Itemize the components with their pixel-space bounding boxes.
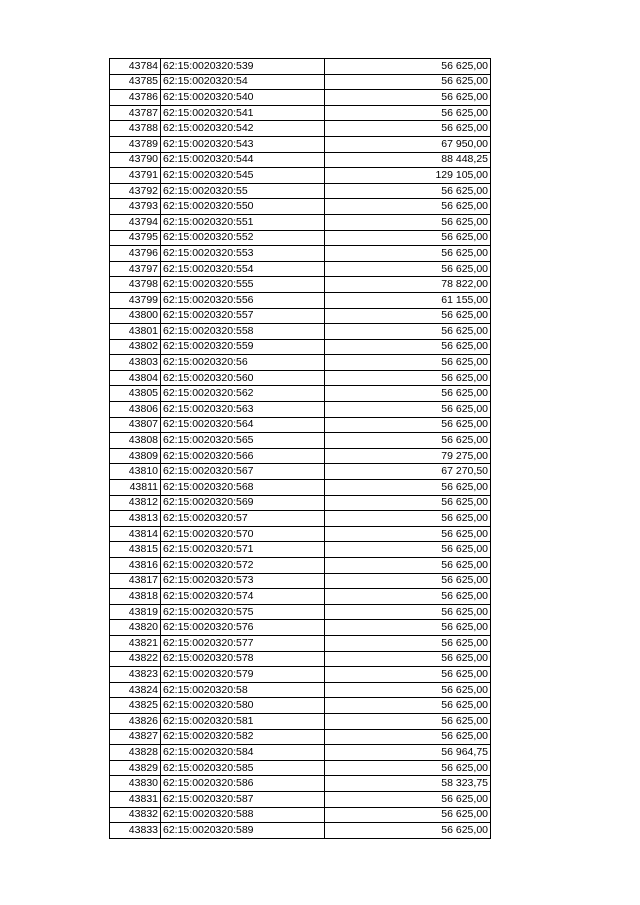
table-row: [110, 495, 491, 511]
table-row: [110, 433, 491, 449]
cadastral-value-cell: 56 625,00: [325, 713, 491, 729]
table-row: [110, 511, 491, 527]
cadastral-value-cell: 56 625,00: [325, 807, 491, 823]
row-number-cell: 43827: [110, 729, 161, 745]
cadastral-value-cell: 56 625,00: [325, 370, 491, 386]
table-row: [110, 402, 491, 418]
cadastral-value-cell: 78 822,00: [325, 277, 491, 293]
cadastral-number-cell: 62:15:0020320:562: [161, 386, 325, 402]
row-number-cell: 43818: [110, 589, 161, 605]
table-row: [110, 464, 491, 480]
table-row: [110, 448, 491, 464]
cadastral-number-cell: 62:15:0020320:588: [161, 807, 325, 823]
cadastral-number-cell: 62:15:0020320:565: [161, 433, 325, 449]
cadastral-value-cell: 56 625,00: [325, 183, 491, 199]
cadastral-value-cell: 56 625,00: [325, 386, 491, 402]
cadastral-number-cell: 62:15:0020320:572: [161, 558, 325, 574]
row-number-cell: 43819: [110, 604, 161, 620]
table-row: [110, 74, 491, 90]
row-number-cell: 43823: [110, 667, 161, 683]
cadastral-number-cell: 62:15:0020320:539: [161, 59, 325, 75]
table-row: [110, 604, 491, 620]
table-row: [110, 713, 491, 729]
cadastral-number-cell: 62:15:0020320:553: [161, 246, 325, 262]
cadastral-value-cell: 56 625,00: [325, 74, 491, 90]
table-row: [110, 183, 491, 199]
cadastral-value-cell: 56 625,00: [325, 573, 491, 589]
cadastral-value-cell: 56 625,00: [325, 526, 491, 542]
cadastral-value-cell: 56 625,00: [325, 121, 491, 137]
row-number-cell: 43801: [110, 324, 161, 340]
table-row: [110, 558, 491, 574]
row-number-cell: 43785: [110, 74, 161, 90]
cadastral-value-cell: 56 625,00: [325, 651, 491, 667]
row-number-cell: 43830: [110, 776, 161, 792]
cadastral-value-cell: 56 625,00: [325, 698, 491, 714]
cadastral-number-cell: 62:15:0020320:54: [161, 74, 325, 90]
cadastral-value-cell: 56 625,00: [325, 402, 491, 418]
table-row: [110, 651, 491, 667]
cadastral-number-cell: 62:15:0020320:559: [161, 339, 325, 355]
table-row: [110, 370, 491, 386]
cadastral-value-cell: 56 625,00: [325, 308, 491, 324]
row-number-cell: 43789: [110, 136, 161, 152]
cadastral-number-cell: 62:15:0020320:558: [161, 324, 325, 340]
cadastral-value-cell: 56 625,00: [325, 511, 491, 527]
table-row: [110, 667, 491, 683]
cadastral-value-cell: 56 625,00: [325, 635, 491, 651]
cadastral-number-cell: 62:15:0020320:589: [161, 823, 325, 839]
cadastral-number-cell: 62:15:0020320:551: [161, 214, 325, 230]
row-number-cell: 43805: [110, 386, 161, 402]
row-number-cell: 43791: [110, 168, 161, 184]
cadastral-number-cell: 62:15:0020320:554: [161, 261, 325, 277]
row-number-cell: 43824: [110, 682, 161, 698]
row-number-cell: 43788: [110, 121, 161, 137]
cadastral-value-cell: 56 625,00: [325, 558, 491, 574]
cadastral-value-cell: 56 625,00: [325, 589, 491, 605]
row-number-cell: 43804: [110, 370, 161, 386]
table-row: [110, 573, 491, 589]
table-row: [110, 105, 491, 121]
table-row: [110, 324, 491, 340]
cadastral-number-cell: 62:15:0020320:544: [161, 152, 325, 168]
table-row: [110, 168, 491, 184]
row-number-cell: 43810: [110, 464, 161, 480]
cadastral-number-cell: 62:15:0020320:574: [161, 589, 325, 605]
cadastral-value-cell: 129 105,00: [325, 168, 491, 184]
cadastral-number-cell: 62:15:0020320:585: [161, 760, 325, 776]
cadastral-value-cell: 56 625,00: [325, 480, 491, 496]
cadastral-number-cell: 62:15:0020320:568: [161, 480, 325, 496]
table-row: [110, 230, 491, 246]
cadastral-value-cell: 56 625,00: [325, 355, 491, 371]
cadastral-value-cell: 56 625,00: [325, 729, 491, 745]
table-row: [110, 417, 491, 433]
row-number-cell: 43809: [110, 448, 161, 464]
table-row: [110, 542, 491, 558]
cadastral-value-cell: 56 625,00: [325, 246, 491, 262]
cadastral-number-cell: 62:15:0020320:570: [161, 526, 325, 542]
row-number-cell: 43812: [110, 495, 161, 511]
cadastral-number-cell: 62:15:0020320:573: [161, 573, 325, 589]
row-number-cell: 43817: [110, 573, 161, 589]
row-number-cell: 43832: [110, 807, 161, 823]
row-number-cell: 43798: [110, 277, 161, 293]
row-number-cell: 43802: [110, 339, 161, 355]
cadastral-number-cell: 62:15:0020320:555: [161, 277, 325, 293]
cadastral-number-cell: 62:15:0020320:564: [161, 417, 325, 433]
cadastral-value-cell: 56 625,00: [325, 59, 491, 75]
row-number-cell: 43826: [110, 713, 161, 729]
table-row: [110, 136, 491, 152]
row-number-cell: 43790: [110, 152, 161, 168]
row-number-cell: 43815: [110, 542, 161, 558]
table-row: [110, 199, 491, 215]
cadastral-number-cell: 62:15:0020320:580: [161, 698, 325, 714]
cadastral-number-cell: 62:15:0020320:571: [161, 542, 325, 558]
table-row: [110, 480, 491, 496]
cadastral-number-cell: 62:15:0020320:586: [161, 776, 325, 792]
cadastral-number-cell: 62:15:0020320:578: [161, 651, 325, 667]
cadastral-value-cell: 56 625,00: [325, 324, 491, 340]
table-row: [110, 760, 491, 776]
cadastral-value-cell: 56 625,00: [325, 760, 491, 776]
cadastral-number-cell: 62:15:0020320:556: [161, 292, 325, 308]
cadastral-number-cell: 62:15:0020320:577: [161, 635, 325, 651]
cadastral-value-cell: 56 964,75: [325, 745, 491, 761]
row-number-cell: 43829: [110, 760, 161, 776]
cadastral-value-cell: 79 275,00: [325, 448, 491, 464]
cadastral-value-cell: 56 625,00: [325, 261, 491, 277]
cadastral-value-cell: 67 270,50: [325, 464, 491, 480]
row-number-cell: 43784: [110, 59, 161, 75]
cadastral-value-cell: 56 625,00: [325, 199, 491, 215]
row-number-cell: 43807: [110, 417, 161, 433]
cadastral-number-cell: 62:15:0020320:563: [161, 402, 325, 418]
cadastral-value-cell: 56 625,00: [325, 823, 491, 839]
table-row: [110, 90, 491, 106]
cadastral-number-cell: 62:15:0020320:57: [161, 511, 325, 527]
cadastral-number-cell: 62:15:0020320:582: [161, 729, 325, 745]
cadastral-number-cell: 62:15:0020320:55: [161, 183, 325, 199]
cadastral-number-cell: 62:15:0020320:579: [161, 667, 325, 683]
cadastral-number-cell: 62:15:0020320:581: [161, 713, 325, 729]
table-row: [110, 152, 491, 168]
row-number-cell: 43799: [110, 292, 161, 308]
table-row: [110, 355, 491, 371]
row-number-cell: 43793: [110, 199, 161, 215]
table-row: [110, 807, 491, 823]
table-row: [110, 589, 491, 605]
cadastral-number-cell: 62:15:0020320:560: [161, 370, 325, 386]
table-row: [110, 526, 491, 542]
table-row: [110, 246, 491, 262]
cadastral-value-cell: 61 155,00: [325, 292, 491, 308]
table-row: [110, 682, 491, 698]
cadastral-value-cell: 56 625,00: [325, 417, 491, 433]
cadastral-value-cell: 56 625,00: [325, 667, 491, 683]
cadastral-value-cell: 56 625,00: [325, 90, 491, 106]
row-number-cell: 43821: [110, 635, 161, 651]
table-row: [110, 339, 491, 355]
row-number-cell: 43825: [110, 698, 161, 714]
row-number-cell: 43833: [110, 823, 161, 839]
row-number-cell: 43800: [110, 308, 161, 324]
cadastral-value-cell: 56 625,00: [325, 604, 491, 620]
cadastral-value-cell: 56 625,00: [325, 230, 491, 246]
cadastral-value-cell: 56 625,00: [325, 339, 491, 355]
cadastral-number-cell: 62:15:0020320:550: [161, 199, 325, 215]
cadastral-number-cell: 62:15:0020320:576: [161, 620, 325, 636]
table-row: [110, 698, 491, 714]
cadastral-number-cell: 62:15:0020320:552: [161, 230, 325, 246]
row-number-cell: 43806: [110, 402, 161, 418]
cadastral-value-cell: 56 625,00: [325, 682, 491, 698]
row-number-cell: 43831: [110, 791, 161, 807]
cadastral-value-cell: 58 323,75: [325, 776, 491, 792]
row-number-cell: 43803: [110, 355, 161, 371]
row-number-cell: 43808: [110, 433, 161, 449]
row-number-cell: 43828: [110, 745, 161, 761]
cadastral-value-cell: 56 625,00: [325, 791, 491, 807]
row-number-cell: 43814: [110, 526, 161, 542]
table-row: [110, 745, 491, 761]
row-number-cell: 43822: [110, 651, 161, 667]
table-row: [110, 308, 491, 324]
table-row: [110, 261, 491, 277]
cadastral-number-cell: 62:15:0020320:584: [161, 745, 325, 761]
row-number-cell: 43797: [110, 261, 161, 277]
cadastral-number-cell: 62:15:0020320:545: [161, 168, 325, 184]
table-row: [110, 823, 491, 839]
table-row: [110, 791, 491, 807]
table-row: [110, 776, 491, 792]
table-row: [110, 292, 491, 308]
row-number-cell: 43796: [110, 246, 161, 262]
row-number-cell: 43820: [110, 620, 161, 636]
cadastral-number-cell: 62:15:0020320:569: [161, 495, 325, 511]
table-row: [110, 214, 491, 230]
cadastral-value-cell: 56 625,00: [325, 105, 491, 121]
table-row: [110, 729, 491, 745]
table-row: [110, 386, 491, 402]
cadastral-number-cell: 62:15:0020320:540: [161, 90, 325, 106]
cadastral-number-cell: 62:15:0020320:566: [161, 448, 325, 464]
table-row: [110, 59, 491, 75]
cadastral-number-cell: 62:15:0020320:587: [161, 791, 325, 807]
row-number-cell: 43795: [110, 230, 161, 246]
cadastral-number-cell: 62:15:0020320:567: [161, 464, 325, 480]
cadastral-value-cell: 56 625,00: [325, 542, 491, 558]
row-number-cell: 43813: [110, 511, 161, 527]
cadastral-value-cell: 67 950,00: [325, 136, 491, 152]
cadastral-number-cell: 62:15:0020320:557: [161, 308, 325, 324]
table-row: [110, 635, 491, 651]
row-number-cell: 43794: [110, 214, 161, 230]
table-body: [110, 59, 491, 839]
cadastral-value-cell: 56 625,00: [325, 495, 491, 511]
table-row: [110, 121, 491, 137]
row-number-cell: 43792: [110, 183, 161, 199]
cadastral-number-cell: 62:15:0020320:543: [161, 136, 325, 152]
row-number-cell: 43816: [110, 558, 161, 574]
row-number-cell: 43811: [110, 480, 161, 496]
cadastral-number-cell: 62:15:0020320:58: [161, 682, 325, 698]
cadastral-value-cell: 88 448,25: [325, 152, 491, 168]
cadastral-value-table: [109, 58, 491, 839]
cadastral-value-cell: 56 625,00: [325, 620, 491, 636]
table-row: [110, 620, 491, 636]
cadastral-value-cell: 56 625,00: [325, 433, 491, 449]
row-number-cell: 43786: [110, 90, 161, 106]
cadastral-number-cell: 62:15:0020320:542: [161, 121, 325, 137]
cadastral-number-cell: 62:15:0020320:575: [161, 604, 325, 620]
cadastral-number-cell: 62:15:0020320:541: [161, 105, 325, 121]
row-number-cell: 43787: [110, 105, 161, 121]
cadastral-value-cell: 56 625,00: [325, 214, 491, 230]
cadastral-number-cell: 62:15:0020320:56: [161, 355, 325, 371]
table-row: [110, 277, 491, 293]
